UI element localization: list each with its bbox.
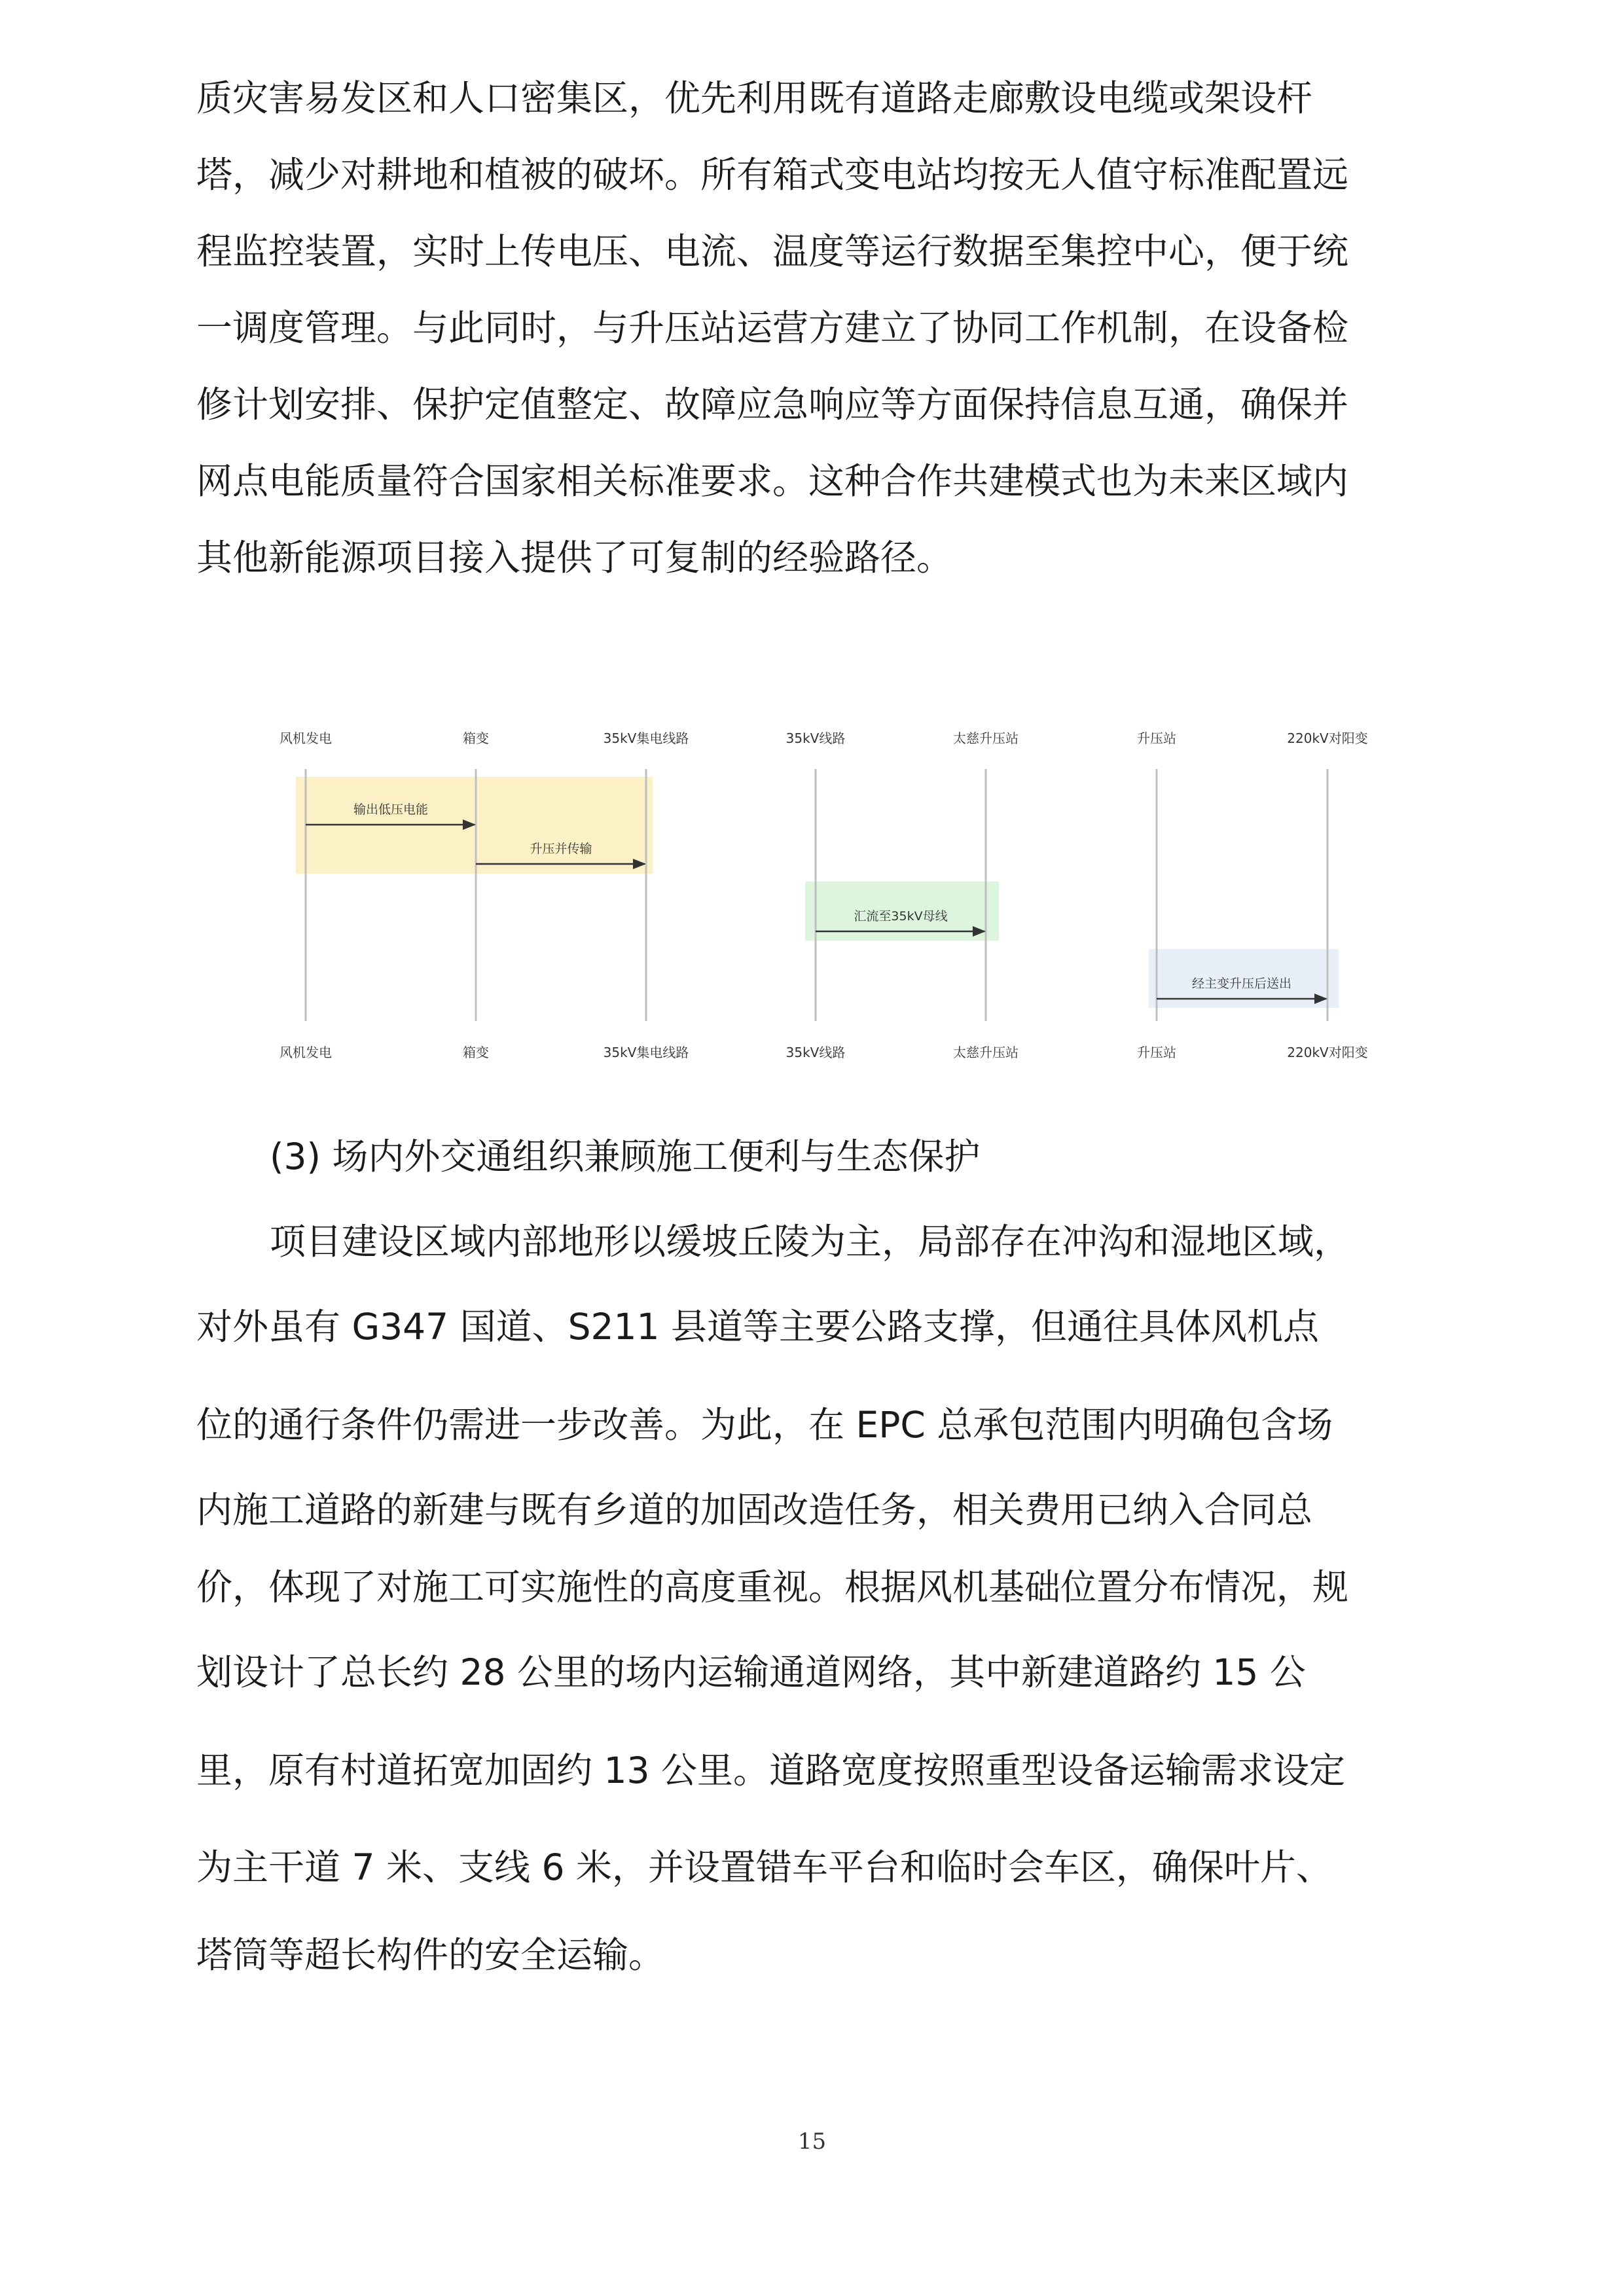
participant-label: 箱变 [463,1045,489,1060]
message-label: 汇流至35kV母线 [854,909,948,924]
participants-bottom [280,1045,1368,1060]
message-label: 经主变升压后送出 [1191,977,1292,991]
participant-label: 风机发电 [280,1045,332,1060]
text-line: 其他新能源项目接入提供了可复制的经验路径。 [196,537,953,579]
participant-label: 升压站 [1137,1045,1176,1060]
text-line: 塔筒等超长构件的安全运输。 [196,1934,665,1976]
page-number: 15 [797,2128,827,2155]
text-line: 位的通行条件仍需进一步改善。为此，在 EPC 总承包范围内明确包含场 [196,1404,1333,1446]
participant-label: 35kV线路 [785,1045,846,1060]
section-heading: (3) 场内外交通组织兼顾施工便利与生态保护 [270,1136,981,1177]
participant-label: 35kV线路 [785,730,846,746]
text-line: 程监控装置，实时上传电压、电流、温度等运行数据至集控中心，便于统 [196,230,1349,272]
sequence-diagram [0,707,1624,1073]
text-line: 划设计了总长约 28 公里的场内运输通道网络，其中新建道路约 15 公 [196,1651,1306,1693]
participant-label: 太慈升压站 [953,1045,1019,1060]
text-line: 内施工道路的新建与既有乡道的加固改造任务，相关费用已纳入合同总 [196,1489,1313,1531]
participant-label: 220kV对阳变 [1287,1045,1368,1060]
text-line: 为主干道 7 米、支线 6 米，并设置错车平台和临时会车区，确保叶片、 [196,1846,1332,1888]
participant-label: 太慈升压站 [953,730,1019,746]
participant-label: 箱变 [463,730,489,746]
participants-top [280,730,1368,746]
message-label: 输出低压电能 [353,802,429,817]
text-line: 塔，减少对耕地和植被的破坏。所有箱式变电站均按无人值守标准配置远 [196,154,1349,196]
text-line: 对外虽有 G347 国道、S211 县道等主要公路支撑，但通往具体风机点 [196,1306,1319,1348]
message-label: 升压并传输 [530,842,592,856]
text-line: 价，体现了对施工可实施性的高度重视。根据风机基础位置分布情况，规 [196,1566,1349,1608]
text-line: 里，原有村道拓宽加固约 13 公里。道路宽度按照重型设备运输需求设定 [196,1749,1345,1791]
text-line: 项目建设区域内部地形以缓坡丘陵为主，局部存在冲沟和湿地区域， [270,1221,1350,1263]
text-line: 网点电能质量符合国家相关标准要求。这种合作共建模式也为未来区域内 [196,460,1349,502]
participant-label: 220kV对阳变 [1287,730,1368,746]
text-line: 质灾害易发区和人口密集区，优先利用既有道路走廊敷设电缆或架设杆 [196,77,1313,119]
participant-label: 升压站 [1137,730,1176,746]
participant-label: 35kV集电线路 [603,1045,689,1060]
participant-label: 风机发电 [280,730,332,746]
text-line: 修计划安排、保护定值整定、故障应急响应等方面保持信息互通，确保并 [196,384,1349,425]
participant-label: 35kV集电线路 [603,730,689,746]
text-line: 一调度管理。与此同时，与升压站运营方建立了协同工作机制，在设备检 [196,307,1349,349]
